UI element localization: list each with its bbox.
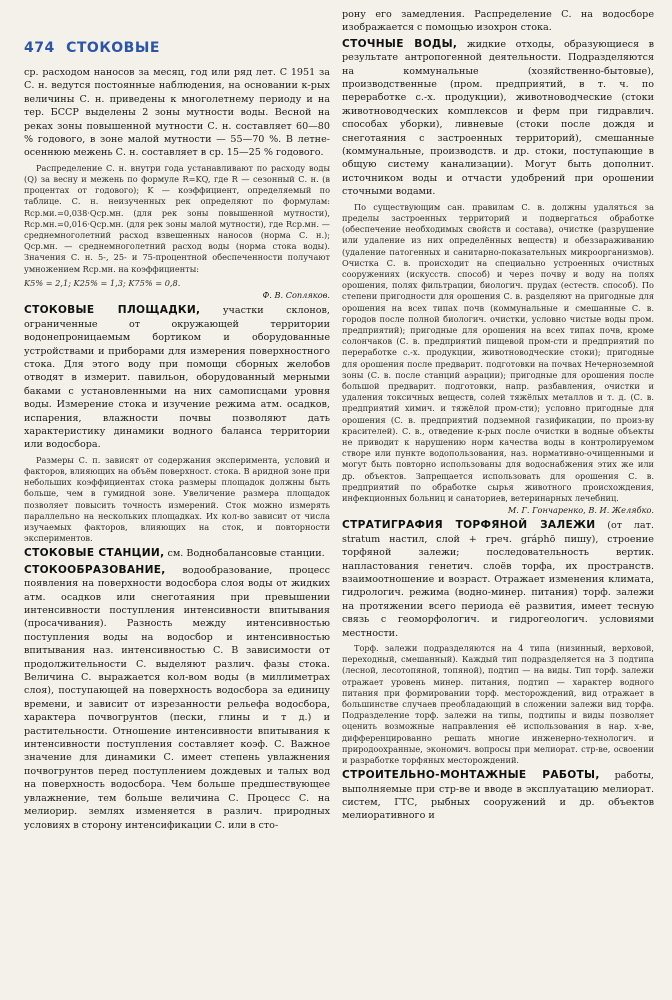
entry-body: участки склонов, ограниченные от окружающей территории водонепроницаемым бортиком и оборудованные устройствами и приборами для измерения поверхностного стока. Для этого воду при помощи сборных желобов отводят в измерит. павильон, оборудованный мерными баками с установленными на них самописцами уровня воды. Измерение стока и изучение режима атм. осадков, испарения, влажности почвы позволяют дать характеристику динамики водного баланса территории или водосбора.	[24, 305, 330, 451]
author-signature: Ф. В. Сопляков.	[262, 290, 330, 301]
entry-body: (от лат. stratum настил, слой + греч. gráphō пишу), строение торфяной залежи; последовательность вертик. напластования генетич. слоёв торфа, их пространств. взаимоотношение и возраст. Отражает изменения климата, гидрологич. режима (водно-минер. питания) торф. залежи на протяжении всего периода её развития, имеет тесную связь с геоморфологич. и гидрогеологич. условиями местности.	[342, 520, 654, 639]
entry-heading: СТОКООБРАЗОВАНИЕ,	[24, 563, 166, 576]
entry-runoff-stations	[24, 547, 330, 560]
entry-wastewater	[342, 38, 654, 199]
page-header	[24, 40, 160, 56]
entry-body: водообразование, процесс появления на поверхности водосбора слоя воды от жидких атм. осадков или снеготаяния при превышении интенсивности поступления интенсивности впитывания (просачивания). Разность между интенсивностью поступления воды на водосбор и интенсивностью впитывания наз. интенсивностью С. В зависимости от продолжительности С. выделяют различ. фазы стока. Величина С. выражается кол-вом воды (в миллиметрах слоя), поступающей на поверхность водосбора за единицу времени, и зависит от изрезанности рельефа водосбора, характера почвогрунтов (пески, глины и т д.) и растительности. Отношение интенсивности впитывания к интенсивности поступления составляет коэф. С. Важное значение для динамики С. имеет степень увлажнения почвогрунтов перед поступлением дождевых и талых вод на поверхность водосбора. Чем больше предшествующее увлажнение, тем больше величина С. Процесс С. на мелиорир. землях изменяется в различ. природных условиях в сторону интенсификации С. или в сто-	[24, 564, 330, 831]
entry-heading: СТОКОВЫЕ СТАНЦИИ,	[24, 547, 165, 560]
entry-body: см. Воднобалансовые станции.	[167, 548, 325, 560]
right-column	[342, 8, 654, 998]
entry-body: работы, выполняемые при стр-ве и вводе в эксплуатацию мелиорат. систем, ГТС, рыбных сооружений и др. объектов мелиоративного и	[342, 770, 654, 822]
entry-construction-works	[342, 769, 654, 823]
author-signature: М. Г. Гончаренко, В. И. Желябко.	[507, 505, 654, 516]
coefficient-formula: K5% = 2,1; K25% = 1,3; K75% = 0,8.	[24, 277, 181, 288]
entry-runoff-plots	[24, 304, 330, 451]
paragraph-continuation: рону его замедления. Распределение С. на водосборе изображается с помощью изохрон стока.	[342, 9, 654, 34]
paragraph-sediment-runoff: ср. расходом наносов за месяц, год или ряд лет. С 1951 за С. н. ведутся постоянные наблюдения, на основании к-рых величины С. н. приведены к многолетнему периоду и на тер. БССР выделены 2 зоны мутности воды. Весной на реках зоны повышенной мутности С. н. составляет 60—80 % годового, в зоне малой мутности — 55—70 %. В летне-осеннюю межень С. н. составляет в ср. 15—25 % годового.	[24, 67, 330, 159]
entry-heading: СТРОИТЕЛЬНО-МОНТАЖНЫЕ РАБОТЫ,	[342, 769, 600, 782]
entry-body: жидкие отходы, образующиеся в результате антропогенной деятельности. Подразделяются на коммунальные (хозяйственно-бытовые), производственные (пром. предприятий, в т. ч. по переработке с.-х. продукции), животноводческие (стоки животноводческих комплексов и ферм при гидравлич. способах уборки), ливневые (стоки после дождя и снеготаяния с застроенных территорий), смешанные (коммунальные, производств. и др. стоки, поступающие в общую систему канализации). Могут быть дополнит. источником воды и отчасти удобрений при орошении сточными водами.	[342, 38, 654, 198]
entry-runoff-formation	[24, 564, 330, 832]
entry-peat-stratigraphy-detail: Торф. залежи подразделяются на 4 типа (низинный, верховой, переходный, смешанный). Каждый тип подразделяется на 3 подтипа (лесной, лесотопяной, топяной), подтип — на виды. Тип торф. залежи отражает уровень минер. питания, подтип — характер водного питания при формировании торф. месторождений, вид отражает в большинстве случаев преобладающий в сложении залежи вид торфа. Подразделение торф. залежи на типы, подтипы и виды позволяет оценить возможные направления её использования в нар. х-ве, дифференцированно решать многие инженерно-технологич. и природоохранные, экономич. вопросы при мелиорат. стр-ве, освоении и разработке торфяных месторождений.	[342, 643, 654, 766]
entry-runoff-plots-detail: Размеры С. п. зависят от содержания эксперимента, условий и факторов, влияющих на объём поверхност. стока. В аридной зоне при небольших коэффициентах стока размеры площадок должны быть больше, чем в гумидной зоне. Увеличение размера площадок позволяет повысить точность измерений. Сток можно измерять параллельно на нескольких площадках. Их кол-во зависит от числа изучаемых факторов, влияющих на сток, и повторности экспериментов.	[24, 454, 330, 544]
entry-heading: СТОЧНЫЕ ВОДЫ,	[342, 37, 458, 50]
page-number: 474	[24, 40, 55, 56]
entry-peat-stratigraphy	[342, 519, 654, 640]
entry-heading: СТОКОВЫЕ ПЛОЩАДКИ,	[24, 304, 201, 317]
paragraph-sediment-distribution: Распределение С. н. внутри года устанавливают по расходу воды (Q) за весну и межень по формуле R=KQ, где R — сезонный С. н. (в процентах от годового); K — коэффициент, определяемый по таблице. С. н. неизученных рек определяют по формулам: Rср.ми.=0,038·Qср.мн. (для рек зоны повышенной мутности), Rср.мн.=0,016·Qср.мн. (для рек зоны малой мутности), где Rср.мн. — среднемноголетний расход взвешенных наносов (норма С. н.); Qср.мн. — среднемноголетний расход воды (норма стока воды). Значения С. н. 5-, 25- и 75-процентной обеспеченности получают умножением Rср.мн. на коэффициенты:	[24, 162, 330, 274]
entry-wastewater-detail: По существующим сан. правилам С. в. должны удаляться за пределы застроенных территорий и подвергаться обработке (обеспечение необходимых свойств и состава), очистке (разрушение или удаление из них определённых веществ) и обеззараживанию (удаление патогенных и санитарно-показательных микроорганизмов). Очистка С. в. происходит на специально устроенных очистных сооружениях (искусств. способ) и через почву и воду на полях орошения, полях фильтрации, биологич. прудах (естеств. способ). По степени пригодности для орошения С. в. разделяют на пригодные для орошения на всех типах почв (коммунальные и смешанные С. в. городов после полной биологич. очистки, условно чистые воды пром. предприятий); пригодные для орошения на всех типах почв, кроме солончаков (С. в. предприятий пищевой пром-сти и предприятий по переработке с.-х. продукции, животноводческие стоки); пригодные для орошения после предварит. подготовки на почвах Нечерноземной зоны (С. в. после станций аэрации); пригодные для орошения после большой предварит. подготовки, напр. разбавления, очистки и удаления токсичных веществ, солей тяжёлых металлов и т. д. (С. в. предприятий химич. и тяжёлой пром-сти); условно пригодные для орошения (С. в. предприятий подземной газификации, по произ-ву красителей). С. в., отведение к-рых после очистки в водные объекты не приводит к нарушению норм качества воды в контролируемом створе или пункте водопользования, наз. нормативно-очищенными и могут быть повторно использованы для водоснабжения этих же или др. объектов. Запрещается использовать для орошения С. в. предприятий по обработке сырья животного происхождения, инфекционных больниц и санаториев, ветеринарных лечебниц.	[342, 201, 654, 503]
entry-heading: СТРАТИГРАФИЯ ТОРФЯНОЙ ЗАЛЕЖИ	[342, 519, 596, 532]
left-column	[24, 66, 330, 996]
running-title: СТОКОВЫЕ	[66, 40, 160, 56]
